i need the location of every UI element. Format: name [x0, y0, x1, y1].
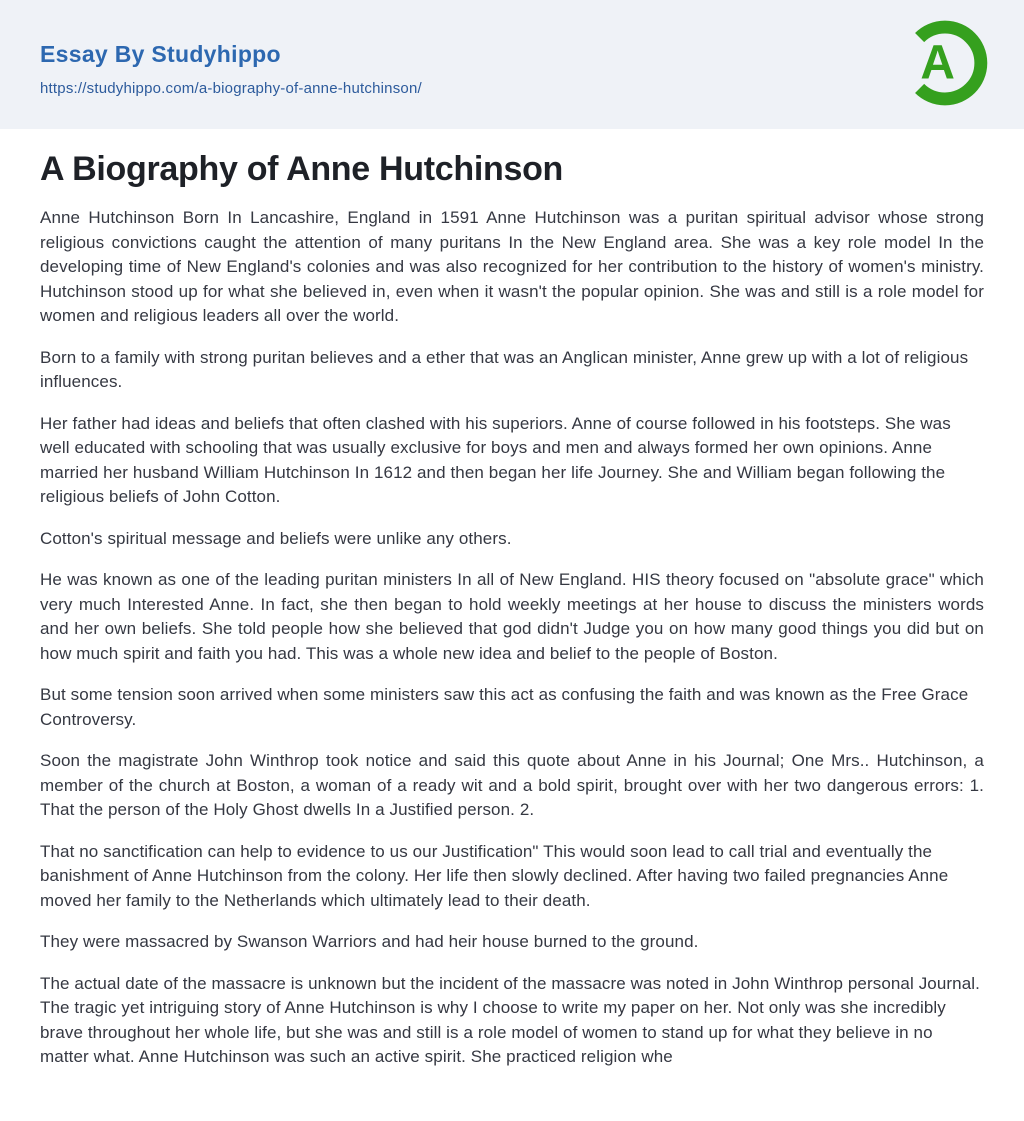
- paragraph: Cotton's spiritual message and beliefs were unlike any others.: [40, 528, 512, 548]
- paragraph: But some tension soon arrived when some ministers saw this act as confusing the faith and was known as the Free Grace Controversy.: [40, 685, 969, 729]
- logo-letter: A: [920, 36, 955, 90]
- paragraph: Soon the magistrate John Winthrop took notice and said this quote about Anne in his Journal; One Mrs.. Hutchinson, a member of the church at Boston, a woman of a ready wit and a bold spirit, brought over with her two dangerous errors: 1. That the person of the Holy Ghost dwells In a Justified person. 2.: [40, 751, 984, 819]
- paragraph: Anne Hutchinson Born In Lancashire, England in 1591 Anne Hutchinson was a puritan spiritual advisor whose strong religious convictions caught the attention of many puritans In the New England area. She was a key role model In the developing time of New England's colonies and was also recognized for her contribution to the history of women's ministry. Hutchinson stood up for what she believed in, even when it wasn't the popular opinion. She was and still is a role model for women and religious leaders all over the world.: [40, 208, 984, 325]
- paragraph: He was known as one of the leading puritan ministers In all of New England. HIS theory focused on "absolute grace" which very much Interested Anne. In fact, she then began to hold weekly meetings at her house to discuss the ministers words and her own beliefs. She told people how she believed that god didn't Judge you on how many good things you did but on how much spirit and faith you had. This was a whole new idea and belief to the people of Boston.: [40, 570, 984, 663]
- paragraph: That no sanctification can help to evidence to us our Justification" This would soon lead to call trial and eventually the banishment of Anne Hutchinson from the colony. Her life then slowly declined. After having two failed pregnancies Anne moved her family to the Netherlands which ultimately lead to their death.: [40, 841, 949, 910]
- site-label: Essay By Studyhippo: [40, 41, 281, 67]
- header-text-block: [40, 42, 422, 98]
- paragraph: Her father had ideas and beliefs that often clashed with his superiors. Anne of course followed in his footsteps. She was well educated with schooling that was usually exclusive for boys and men and always formed her own opinions. Anne married her husband William Hutchinson In 1612 and then began her life Journey. She and William began following the religious beliefs of John Cotton.: [40, 413, 951, 506]
- paragraph: They were massacred by Swanson Warriors and had heir house burned to the ground.: [40, 932, 699, 951]
- paragraph: Born to a family with strong puritan believes and a ether that was an Anglican minister, Anne grew up with a lot of religious influences.: [40, 347, 969, 391]
- studyhippo-logo-icon: [899, 17, 991, 109]
- page-header: [0, 0, 1024, 129]
- paragraph: The actual date of the massacre is unknown but the incident of the massacre was noted in John Winthrop personal Journal. The tragic yet intriguing story of Anne Hutchinson is why I choose to write my paper on her. Not only was she incredibly brave throughout her whole life, but she was and still is a role model of women to stand up for what they believe in no matter what. Anne Hutchinson was such an active spirit. She practiced religion whe: [40, 973, 980, 1066]
- article: [0, 129, 1024, 1070]
- article-body: [40, 206, 984, 1070]
- page-title: A Biography of Anne Hutchinson: [40, 150, 564, 188]
- studyhippo-logo[interactable]: [899, 17, 991, 109]
- essay-url-link[interactable]: https://studyhippo.com/a-biography-of-anne-hutchinson/: [40, 80, 422, 98]
